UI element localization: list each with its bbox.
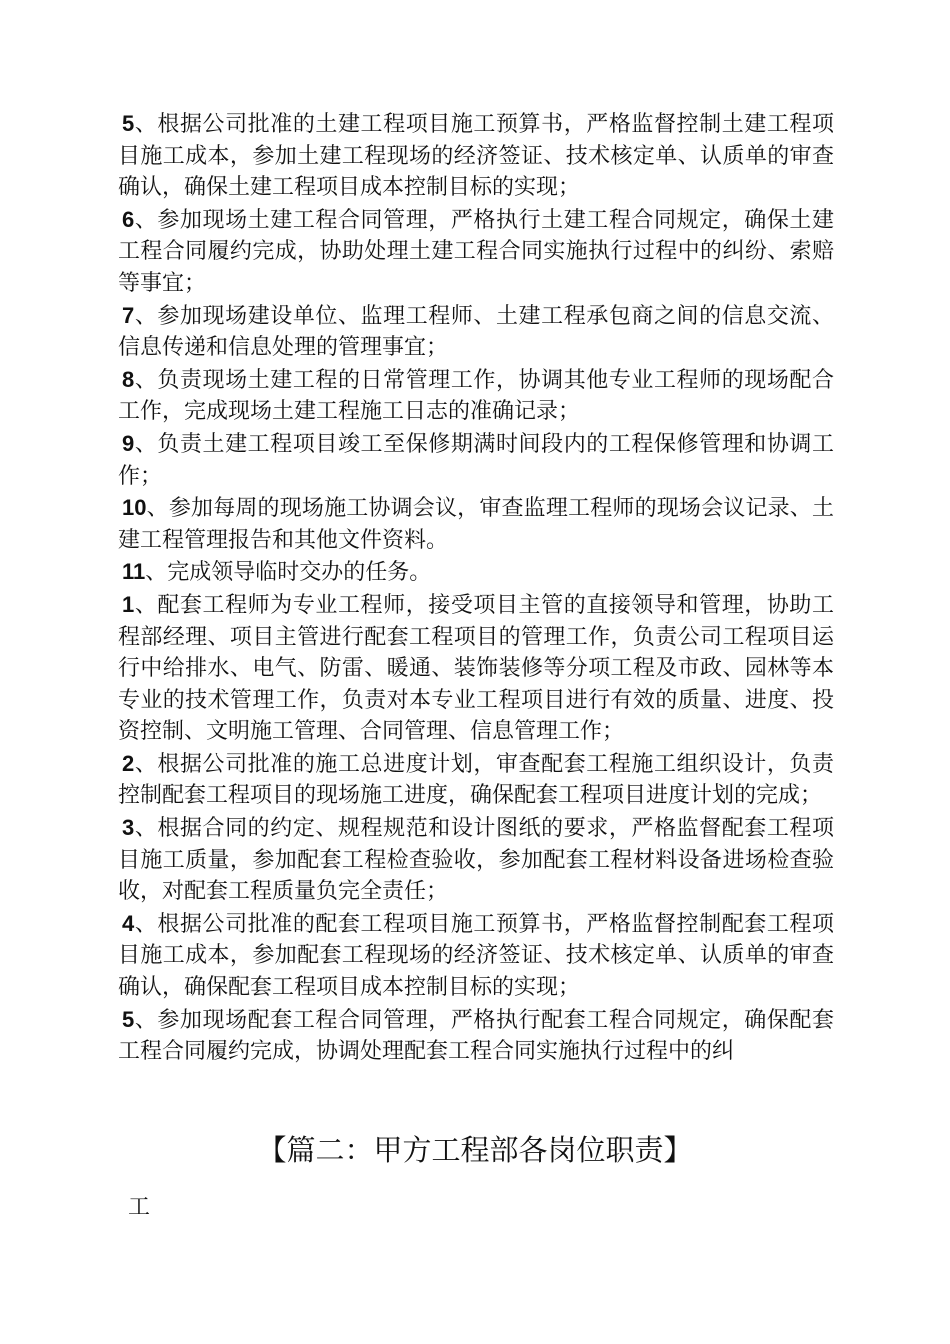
item-number: 8: [122, 366, 135, 392]
paragraph-text: 、根据公司批准的施工总进度计划，审查配套工程施工组织设计，负责控制配套工程项目的现场施工进度，确保配套工程项目进度计划的完成；: [118, 751, 834, 809]
paragraph: [118, 748, 834, 812]
paragraph: [118, 204, 834, 300]
paragraph-text: 、完成领导临时交办的任务。: [145, 560, 432, 586]
paragraph-text: 、参加每周的现场施工协调会议，审查监理工程师的现场会议记录、土建工程管理报告和其他文件资料。: [118, 496, 834, 553]
paragraph: [118, 300, 834, 364]
paragraph: [118, 364, 834, 428]
paragraph-text: 、负责现场土建工程的日常管理工作，协调其他专业工程师的现场配合工作，完成现场土建工程施工日志的准确记录；: [118, 367, 834, 425]
item-number: 3: [122, 815, 135, 841]
paragraph: [118, 812, 834, 908]
paragraph-text: 、根据合同的约定、规程规范和设计图纸的要求，严格监督配套工程项目施工质量，参加配套工程检查验收，参加配套工程材料设备进场检查验收，对配套工程质量负完全责任；: [118, 816, 834, 905]
paragraph-text: 、参加现场建设单位、监理工程师、土建工程承包商之间的信息交流、信息传递和信息处理的管理事宜；: [118, 303, 834, 361]
trailing-text: 工: [128, 1195, 151, 1220]
item-number: 6: [122, 206, 135, 232]
paragraph: [118, 556, 834, 589]
item-number: 7: [122, 302, 135, 328]
paragraph: [118, 589, 834, 748]
item-number: 1: [122, 591, 135, 617]
paragraph-text: 、负责土建工程项目竣工至保修期满时间段内的工程保修管理和协调工作；: [118, 431, 834, 489]
item-number: 11: [122, 559, 146, 585]
paragraph: [118, 428, 834, 492]
item-number: 4: [122, 910, 135, 936]
item-number: 9: [122, 430, 135, 456]
paragraph-text: 、参加现场配套工程合同管理，严格执行配套工程合同规定，确保配套工程合同履约完成，协调处理配套工程合同实施执行过程中的纠: [118, 1007, 834, 1065]
paragraph-text: 、参加现场土建工程合同管理，严格执行土建工程合同规定，确保土建工程合同履约完成，协助处理土建工程合同实施执行过程中的纠纷、索赔等事宜；: [118, 207, 834, 296]
paragraph-text: 、根据公司批准的配套工程项目施工预算书，严格监督控制配套工程项目施工成本，参加配套工程现场的经济签证、技术核定单、认质单的审查确认，确保配套工程项目成本控制目标的实现；: [118, 911, 834, 1001]
paragraph-text: 、配套工程师为专业工程师，接受项目主管的直接领导和管理，协助工程部经理、项目主管进行配套工程项目的管理工作，负责公司工程项目运行中给排水、电气、防雷、暖通、装饰装修等分项工程及市政、园林等本专业的技术管理工作，负责对本专业工程项目进行有效的质量、进度、投资控制、文明施工管理、合同管理、信息管理工作；: [118, 592, 834, 745]
paragraph: [118, 492, 834, 556]
item-number: 5: [122, 1006, 135, 1032]
item-number: 2: [122, 750, 135, 776]
section-heading: 【篇二：甲方工程部各岗位职责】: [257, 1133, 693, 1167]
paragraph: [118, 908, 834, 1004]
item-number: 5: [122, 111, 135, 136]
item-number: 10: [122, 495, 147, 521]
paragraph: [118, 1004, 834, 1068]
body-text: [118, 108, 834, 1068]
paragraph-text: 、根据公司批准的土建工程项目施工预算书，严格监督控制土建工程项目施工成本，参加土建工程现场的经济签证、技术核定单、认质单的审查确认，确保土建工程项目成本控制目标的实现；: [118, 112, 834, 201]
paragraph: [118, 108, 834, 204]
